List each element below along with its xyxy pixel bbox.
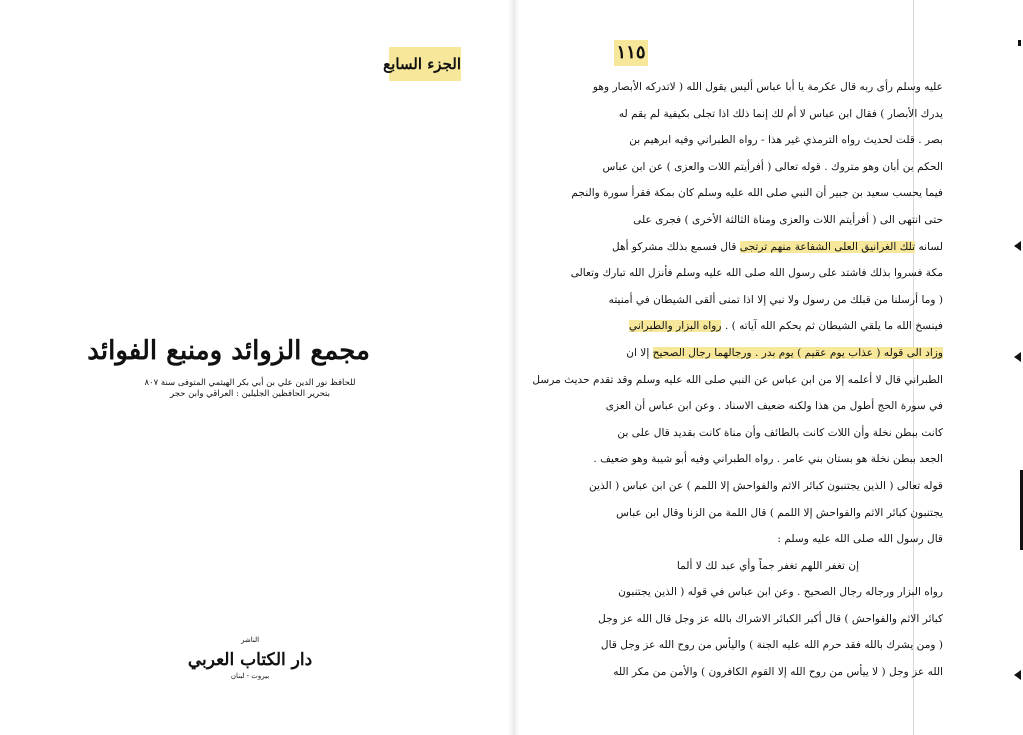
text-segment: قال رسول الله صلى الله عليه وسلم : — [777, 533, 943, 546]
page-number: ١١٥ — [614, 40, 648, 66]
text-segment: كانت ببطن نخلة وأن اللات كانت بالطائف وأن مناة كانت بقديد قال على بن — [617, 426, 943, 439]
text-line — [571, 180, 943, 207]
text-segment: حتى انتهى الى ( أفرأيتم اللات والعزى ومناة الثالثة الأخرى ) فجرى على — [633, 213, 943, 226]
text-line — [593, 234, 943, 261]
text-segment: الحكم بن أبان وهو متروك . قوله تعالى ( أفرأيتم اللات والعزى ) عن ابن عباس — [602, 160, 943, 173]
text-segment: يجتنبون كبائر الاثم والفواحش إلا اللمم ) قال اللمة من الزنا وقال ابن عباس — [616, 506, 943, 519]
text-segment: إلا ان — [626, 346, 653, 359]
book-title: مجمع الزوائد ومنبع الفوائد — [87, 336, 370, 366]
text-segment: فينسخ الله ما يلقي الشيطان ثم يحكم الله آياته ) . — [721, 320, 943, 333]
text-line — [593, 313, 943, 340]
text-segment: الله عز وجل ( لا ييأس من روح الله إلا القوم الكافرون ) والأمن من مكر الله — [613, 666, 943, 679]
text-segment: قوله تعالى ( الذين يجتنبون كبائر الاثم والفواحش إلا اللمم ) عن ابن عباس ( الذين — [588, 479, 943, 492]
author-line-1: للحافظ نور الدين علي بن أبي بكر الهيثمي المتوفى سنة ٨٠٧ — [144, 378, 356, 388]
text-segment: الجعد ببطن نخلة هو بستان بني عامر . رواه الطبراني وفيه أبو شيبة وهو ضعيف . — [593, 453, 943, 466]
text-line — [593, 393, 943, 420]
text-body — [532, 74, 943, 686]
text-line — [532, 367, 943, 394]
text-line — [593, 500, 943, 527]
text-segment: رواه البزار ورجاله رجال الصحيح . وعن ابن عباس في قوله ( الذين يجتنبون — [618, 586, 943, 599]
volume-label: الجزء السابع — [389, 47, 461, 81]
text-line — [593, 207, 943, 234]
text-segment: إن تغفر اللهم تغفر جماً وأي عبد لك لا ألما — [676, 559, 860, 572]
text-segment: ( وما أرسلنا من قبلك من رسول ولا نبي إلا اذا تمنى ألقى الشيطان في أمنيته — [608, 293, 943, 306]
text-segment: ( ومن يشرك بالله فقد حرم الله عليه الجنة ) واليأس من روح الله عز وجل قال — [600, 639, 943, 652]
text-line — [593, 154, 943, 181]
text-segment: قال فسمع بذلك مشركو أهل — [611, 240, 740, 253]
text-line — [593, 659, 943, 686]
text-line — [593, 74, 943, 101]
text-line — [588, 473, 943, 500]
text-line — [593, 101, 943, 128]
text-line — [593, 287, 943, 314]
text-line — [593, 446, 943, 473]
text-segment: في سورة الحج أطول من هذا ولكنه ضعيف الاسناد . وعن ابن عباس أن العزى — [605, 400, 943, 413]
text-line — [593, 606, 943, 633]
text-line — [593, 632, 943, 659]
left-arrow-icon — [1014, 241, 1021, 251]
text-segment: عليه وسلم رأى ربه قال عكرمة يا أبا عباس أليس يقول الله ( لاتدركه الأبصار وهو — [592, 81, 943, 93]
text-segment: لسانه — [915, 240, 943, 253]
left-arrow-icon — [1014, 670, 1021, 680]
right-page — [513, 0, 1023, 735]
text-segment: الطبراني قال لا أعلمه إلا من ابن عباس عن النبي صلى الله عليه وسلم وقد تقدم حديث مرسل — [532, 373, 943, 386]
publisher-city: بيروت - لبنان — [230, 672, 270, 680]
text-line — [570, 260, 943, 287]
text-segment: كبائر الاثم والفواحش ) قال أكبر الكبائر الاشراك بالله عز وجل قال الله عز وجل — [598, 612, 943, 625]
highlighted-text: وزاد الى قوله ( عذاب يوم عقيم ) يوم بدر . ورجالهما رجال الصحيح — [652, 346, 943, 359]
text-line — [593, 526, 943, 553]
publisher-name: دار الكتاب العربي — [187, 650, 313, 670]
author-line-2: بتحرير الحافظين الجليلين : العراقي وابن حجر — [170, 389, 330, 399]
publisher-label: الناشر — [240, 636, 260, 644]
scan-edge-mark — [1018, 40, 1021, 46]
highlighted-text: رواه البزار والطبراني — [629, 320, 722, 333]
text-segment: مكة فسروا بذلك فاشتد على رسول الله صلى الله عليه وسلم فأنزل الله تبارك وتعالى — [570, 267, 943, 280]
text-segment: بصر . قلت لحديث رواه الترمذي غير هذا - رواه الطبراني وفيه ابرهيم بن — [629, 134, 943, 147]
text-line — [593, 579, 943, 606]
highlighted-text: تلك الغرانيق العلى الشفاعة منهم ترتجى — [739, 240, 916, 253]
left-arrow-icon — [1014, 352, 1021, 362]
text-segment: فيما يحسب سعيد بن جبير أن النبي صلى الله عليه وسلم كان بمكة فقرأ سورة والنجم — [571, 187, 943, 200]
text-line — [593, 420, 943, 447]
text-line — [593, 127, 943, 154]
text-line — [593, 553, 943, 580]
author-credit — [135, 378, 365, 400]
text-segment: يدرك الأبصار ) فقال ابن عباس لا أم لك إنما ذلك اذا تجلى بكيفية لم يقم له — [618, 107, 943, 120]
text-line — [593, 340, 943, 367]
